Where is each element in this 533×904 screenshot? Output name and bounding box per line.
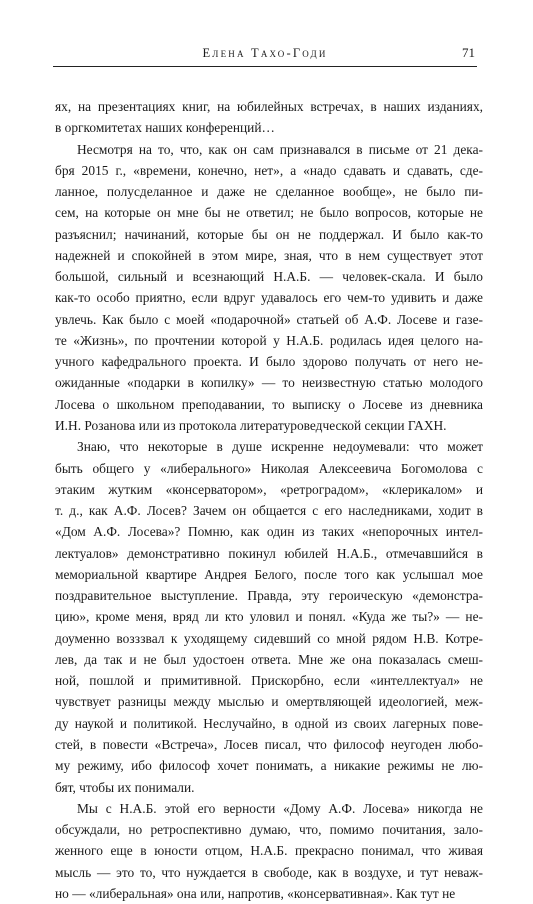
text-line: бят, чтобы их понимали. (55, 779, 195, 795)
text-line: поздравительное выступление. Правда, эту героическую «демонстра- (55, 588, 483, 604)
text-line: этаким жутким «консерватором», «ретроградом», «клерикалом» и (55, 481, 483, 497)
text-line: стей, в повести «Встреча», Лосев писал, что философ неугоден любо- (55, 736, 483, 752)
text-line: ду наукой и политикой. Неслучайно, в одной из своих лагерных пове- (55, 715, 483, 731)
page-number: 71 (462, 45, 475, 60)
text-line: мысль — это то, что нуждается в свободе, как в воздухе, и тут неваж- (55, 864, 483, 880)
paragraph (55, 139, 483, 437)
text-line: т. д., как А.Ф. Лосев? Зачем он общается с его наследниками, ходит в (55, 503, 483, 519)
text-line: ной, пошлой и примитивной. Прискорбно, если «интеллектуал» не (55, 673, 483, 689)
text-line: ях, на презентациях книг, на юбилейных встречах, в наших изданиях, (55, 99, 483, 114)
text-line: бря 2015 г., «времени, конечно, нет», а «надо сдавать и сдавать, сде- (55, 162, 483, 178)
text-line: Лосева о школьном преподавании, то выписку о Лосеве из дневника (55, 396, 483, 412)
text-line: обсуждали, но ретроспективно думаю, что, помимо почитания, зало- (55, 822, 483, 838)
text-line: лектуалов» демонстративно покинул юбилей Н.А.Б., отмечавшийся в (55, 545, 483, 561)
text-line: как-то особо приятно, если вдруг удавалось его чем-то удивить и даже (55, 290, 483, 306)
paragraph (55, 798, 483, 904)
paragraph (55, 96, 483, 139)
text-line: учного кафедрального проекта. И было здорово получать от него не- (55, 354, 483, 370)
body-text (55, 96, 483, 904)
text-line: цию», кроме меня, вряд ли кто уловил и понял. «Куда же ты?» — не- (55, 609, 483, 625)
text-line: Знаю, что некоторые в душе искренне недоумевали: что может (77, 439, 483, 455)
text-line: Несмотря на то, что, как он сам признавался в письме от 21 дека- (77, 141, 483, 157)
author-name: Елена Тахо-Годи (202, 46, 328, 60)
text-line: му режиму, ибо философ хочет понимать, а никакие режимы не лю- (55, 758, 483, 774)
text-line: в оргкомитетах наших конференций… (55, 120, 275, 136)
paragraph (55, 436, 483, 798)
text-line: надежней и спокойней в этом мире, зная, что в нем существует этот (55, 247, 483, 263)
text-line: быть общего у «либерального» Николая Алексеевича Богомолова с (55, 460, 483, 476)
text-line: те «Жизнь», по прочтении которой у Н.А.Б. родилась идея целого на- (55, 332, 483, 348)
text-line: увлечь. Как было с моей «подарочной» статьей об А.Ф. Лосеве и газе- (55, 311, 483, 327)
text-line: чувствует разницы между мыслью и омертвляющей идеологией, меж- (55, 694, 483, 710)
text-line: лев, да так и не был удостоен ответа. Мне же она показалась смеш- (55, 651, 483, 667)
text-line: мемориальной квартире Андрея Белого, после того как услышал мое (55, 566, 483, 582)
text-line: «Дом А.Ф. Лосева»? Помню, как один из таких «непорочных интел- (55, 524, 483, 540)
text-line: доуменно возззвал к уходящему сидевший со мной рядом Н.В. Котре- (55, 630, 483, 646)
text-line: ланное, полусделанное и даже не сделанное вообще», не было пи- (55, 184, 483, 200)
text-line: большой, сильный и всезнающий Н.А.Б. — человек-скала. И было (55, 269, 483, 285)
text-line: ожиданные «подарки в копилку» — то неизвестную статью молодого (55, 375, 483, 391)
running-header (53, 44, 477, 67)
text-line: но — «либеральная» она или, напротив, «консервативная». Как тут не (55, 885, 456, 901)
text-line: женного еще в юности отцом, Н.А.Б. прекрасно понимал, что живая (55, 843, 483, 859)
text-line: разъяснил; начинаний, которые бы он не поддержал. И было как-то (55, 226, 483, 242)
text-line: Мы с Н.А.Б. этой его верности «Дому А.Ф. Лосева» никогда не (77, 800, 483, 816)
text-line: И.Н. Розанова или из протокола литературоведческой секции ГАХН. (55, 417, 447, 433)
text-line: сем, на которые он мне бы не ответил; не было вопросов, которые не (55, 205, 483, 221)
